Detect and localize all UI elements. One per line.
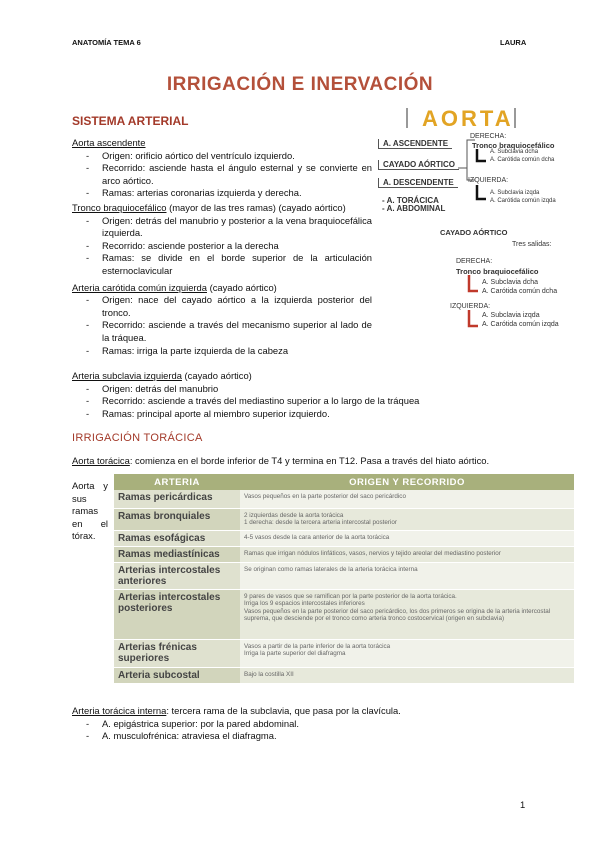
list-item: - Ramas: irriga la parte izquierda de la cabeza — [72, 345, 372, 358]
diagram-izquierda2: IZQUIERDA: — [450, 303, 491, 310]
diagram-toracica: - A. TORÁCICA — [382, 196, 439, 205]
table-cell-artery: Arterias intercostales posteriores — [114, 589, 240, 639]
table-cell-artery: Arteria subcostal — [114, 667, 240, 683]
diagram-carotida-izq: A. Carótida común izqda — [490, 198, 556, 204]
diagram-derecha: DERECHA: — [470, 133, 507, 140]
table-row — [114, 639, 574, 667]
list-item: - Recorrido: asciende a través del mecanismo superior al lado de la tráquea. — [72, 319, 372, 344]
list-item: - Ramas: se divide en el borde superior de la articulación esternoclavicular — [72, 252, 372, 277]
list-item: - Origen: detrás del manubrio y posterior a la vena braquiocefálica izquierda. — [72, 215, 372, 240]
list-item: - Ramas: arterias coronarias izquierda y derecha. — [72, 187, 372, 200]
table-row — [114, 667, 574, 683]
diagram-cayado2: CAYADO AÓRTICO — [440, 228, 508, 237]
section-heading: SISTEMA ARTERIAL — [72, 114, 189, 128]
tronco-heading: Tronco braquiocefálico — [72, 201, 167, 213]
carotida-suffix: (cayado aórtico) — [206, 281, 277, 293]
toracica-interna-text — [72, 705, 532, 743]
diagram-derecha2: DERECHA: — [456, 258, 493, 265]
aorta-toracica-label: Aorta torácica — [72, 455, 130, 466]
aorta-label: AORTA — [422, 106, 514, 131]
subclavia-heading: Arteria subclavia izquierda — [72, 370, 182, 381]
table-side-note: Aorta y sus ramas en el tórax. — [72, 480, 108, 542]
table-row — [114, 490, 574, 508]
diagram-subclavia-dcha: A. Subclavia dcha — [490, 149, 539, 155]
toracica-interna-heading-line — [72, 705, 532, 718]
diagram-carotida-dcha2: A. Carótida común dcha — [482, 288, 558, 295]
table-cell-origin: Vasos a partir de la parte inferior de la aorta torácica Irriga la parte superior del diafragma — [240, 639, 574, 667]
table-row — [114, 562, 574, 589]
diagram-tres-salidas: Tres salidas: — [512, 241, 552, 248]
list-item: - Origen: detrás del manubrio — [72, 383, 432, 396]
subclavia-suffix: (cayado aórtico) — [181, 370, 252, 381]
arterial-text — [72, 137, 372, 357]
table-cell-origin: Vasos pequeños en la parte posterior del saco pericárdico — [240, 490, 574, 508]
table-cell-artery: Arterias intercostales anteriores — [114, 562, 240, 589]
list-item: - Recorrido: asciende a través del mediastino superior a lo largo de la tráquea — [72, 395, 432, 408]
table-cell-origin: Ramas que irrigan nódulos linfáticos, vasos, nervios y tejido areolar del mediastino posterior — [240, 546, 574, 562]
header-left: ANATOMÍA TEMA 6 — [72, 38, 141, 47]
diagram-ascendente: A. ASCENDENTE — [378, 139, 452, 149]
diagram-carotida-izq2: A. Carótida común izqda — [482, 321, 559, 328]
table-cell-artery: Ramas pericárdicas — [114, 490, 240, 508]
table-cell-origin: Bajo la costilla XII — [240, 667, 574, 683]
diagram-carotida-dcha: A. Carótida común dcha — [490, 157, 555, 163]
table-cell-artery: Arterias frénicas superiores — [114, 639, 240, 667]
arteries-table — [114, 474, 574, 684]
diagram-arrow-icon — [466, 275, 480, 295]
irrigacion-heading: IRRIGACIÓN TORÁCICA — [72, 432, 203, 444]
table-row — [114, 589, 574, 639]
subclavia-text — [72, 370, 432, 420]
table-cell-origin: 2 izquierdas desde la aorta torácica 1 derecha: desde la tercera arteria intercostal posterior — [240, 508, 574, 530]
table-cell-origin: Se originan como ramas laterales de la arteria torácica interna — [240, 562, 574, 589]
diagram-tronco: Tronco braquiocefálico — [472, 141, 555, 150]
table-header-origin: ORIGEN Y RECORRIDO — [240, 474, 574, 490]
table-cell-artery: Ramas bronquiales — [114, 508, 240, 530]
diagram-cayado: CAYADO AÓRTICO — [378, 160, 459, 170]
list-item: - A. epigástrica superior: por la pared abdominal. — [72, 718, 532, 731]
aorta-toracica-text: : comienza en el borde inferior de T4 y termina en T12. Pasa a través del hiato aórtico. — [129, 455, 490, 466]
list-item: - A. musculofrénica: atraviesa el diafragma. — [72, 730, 532, 743]
list-item: - Recorrido: asciende hasta el ángulo esternal y se convierte en arco aórtico. — [72, 162, 372, 187]
table-row — [114, 530, 574, 546]
diagram-arrow-icon — [466, 310, 480, 330]
page-number: 1 — [520, 799, 526, 810]
aorta-ascendente-heading: Aorta ascendente — [72, 137, 146, 148]
table-header-row — [114, 474, 574, 490]
toracica-interna-heading: Arteria torácica interna — [72, 705, 167, 716]
header-right: LAURA — [500, 38, 527, 47]
diagram-izquierda: IZQUIERDA: — [468, 177, 509, 184]
tronco-suffix: (mayor de las tres ramas) (cayado aórtico) — [166, 201, 346, 213]
diagram-tronco2: Tronco braquiocefálico — [456, 267, 539, 276]
aorta-bar-right — [514, 108, 516, 128]
table-cell-artery: Ramas esofágicas — [114, 530, 240, 546]
table-row — [114, 546, 574, 562]
arteries-table-grid — [114, 474, 574, 684]
diagram-abdominal: - A. ABDOMINAL — [382, 204, 446, 213]
page-title: IRRIGACIÓN E INERVACIÓN — [166, 74, 434, 95]
diagram-subclavia-izq2: A. Subclavia izqda — [482, 312, 540, 319]
diagram-subclavia-dcha2: A. Subclavia dcha — [482, 279, 539, 286]
toracica-interna-suffix: : tercera rama de la subclavia, que pasa por la clavícula. — [166, 705, 401, 716]
tronco-heading-line — [72, 202, 372, 215]
table-cell-origin: 9 pares de vasos que se ramifican por la parte posterior de la aorta torácica. Irriga los 9 espacios intercostales inferiores Vasos pequeños en la parte posterior del saco pericárdico, los dos primeros se origina de la arteria intercostal suprema, que desciende por el tronco como arteria tronco costocervical (origen en subclavia) — [240, 589, 574, 639]
table-row — [114, 508, 574, 530]
list-item: - Origen: orificio aórtico del ventrículo izquierdo. — [72, 150, 372, 163]
carotida-heading: Arteria carótida común izquierda — [72, 281, 207, 293]
subclavia-heading-line — [72, 370, 432, 383]
list-item: - Origen: nace del cayado aórtico a la izquierda posterior del tronco. — [72, 294, 372, 319]
list-item: - Recorrido: asciende posterior a la derecha — [72, 240, 372, 253]
table-cell-artery: Ramas mediastínicas — [114, 546, 240, 562]
aorta-toracica-line — [72, 455, 532, 468]
diagram-descendente: A. DESCENDENTE — [378, 178, 458, 188]
table-header-artery: ARTERIA — [114, 474, 240, 490]
diagram-subclavia-izq: A. Subclavia izqda — [490, 190, 540, 196]
diagram-arrow-icon — [474, 185, 488, 203]
table-cell-origin: 4-5 vasos desde la cara anterior de la aorta torácica — [240, 530, 574, 546]
diagram-arrow-icon — [474, 149, 488, 165]
carotida-heading-line — [72, 282, 372, 295]
aorta-bar-left — [406, 108, 408, 128]
list-item: - Ramas: principal aporte al miembro superior izquierdo. — [72, 408, 432, 421]
